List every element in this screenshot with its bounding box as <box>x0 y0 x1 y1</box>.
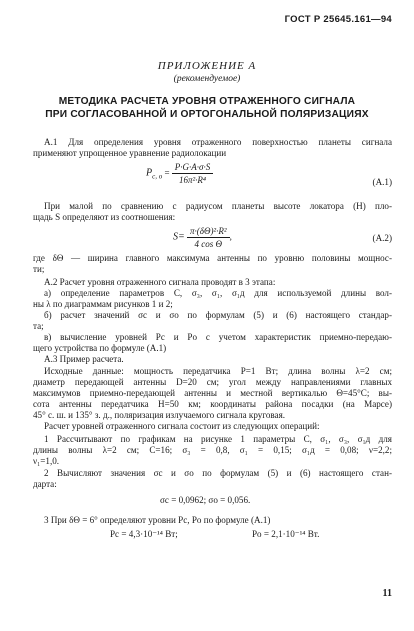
item-c-line-2: щего устройства по формуле (А.1) <box>33 343 167 353</box>
input-data-line-3: максимумов приемно-передающей антенны и местной вертикалью Θ=45°C; вы- <box>33 388 392 398</box>
equation-a2-tail: , <box>229 231 232 242</box>
equation-a2-denominator: 4 cos Θ <box>194 239 223 249</box>
standard-number: ГОСТ Р 25645.161—94 <box>284 14 392 25</box>
equation-a1: $P_{c, o}$ = $\frac{P\cdot G\cdot A\cdot\sigma\cdot S}{\text{16π²·R⁴}}$ <box>146 162 213 185</box>
paragraph-height-line-2: щадь S определяют из соотношения: <box>33 212 176 222</box>
operation-3: 3 При δΘ = 6° определяют уровни Pc, Po по формуле (А.1) <box>44 515 271 525</box>
result-power-po: Po = 2,1·10⁻¹⁴ Вт. <box>252 529 320 539</box>
operation-2-line-1: 2 Вычисляют значения σc и σo по формулам (5) и (6) настоящего стан- <box>44 468 392 478</box>
input-data-line-2: диаметр передающей антенны D=20 см; угол между направлениями главных <box>33 377 392 387</box>
equation-a2-number: (А.2) <box>372 233 392 243</box>
where-line-2: ти; <box>33 264 45 274</box>
result-power-pc: Pc = 4,3·10⁻¹⁴ Вт; <box>110 529 178 539</box>
equation-a2-numerator: π·(δΘ)²·R² <box>187 226 230 238</box>
operations-intro: Расчет уровней отраженного сигнала состоит из следующих операций: <box>44 421 320 431</box>
equation-a1-numerator: P·G·A·σ·S <box>172 162 213 174</box>
page-number: 11 <box>382 588 392 599</box>
equation-a1-sub: c, o <box>152 172 163 181</box>
item-b-line-2: та; <box>33 321 44 331</box>
paragraph-a1-line-2: применяют упрощенное уравнение радиолокации <box>33 148 227 158</box>
operation-2-line-2: дарта: <box>33 479 57 489</box>
appendix-label: ПРИЛОЖЕНИЕ А <box>157 60 257 72</box>
equation-a1-number: (А.1) <box>372 177 392 187</box>
title-line-2: ПРИ СОГЛАСОВАННОЙ И ОРТОГОНАЛЬНОЙ ПОЛЯРИЗАЦИЯХ <box>45 109 369 120</box>
equation-a1-denominator: 16π²·R⁴ <box>178 175 207 185</box>
item-b-line-1: б) расчет значений σc и σo по формулам (5) и (6) настоящего стандар- <box>44 310 392 320</box>
equation-a2-lhs: S= <box>173 231 185 243</box>
where-line-1: где δΘ — ширина главного максимума антенны по уровню половины мощнос- <box>33 253 392 263</box>
input-data-line-1: Исходные данные: мощность передатчика P=1 Вт; длина волны λ=2 см; <box>44 366 392 376</box>
input-data-line-4: сота антенны передатчика H=50 км; координаты района посадки (на Марсе) <box>33 399 392 409</box>
operation-1-line-2: длины волны λ=2 см; C=16; σ₃ = 0,8, σ₁ = 0,15; σ₁д = 0,08; ν=2,2; <box>33 445 392 455</box>
paragraph-a1-line-1: А.1 Для определения уровня отраженного поверхностью планеты сигнала <box>44 137 392 147</box>
title-line-1: МЕТОДИКА РАСЧЕТА УРОВНЯ ОТРАЖЕННОГО СИГНАЛА <box>58 96 356 107</box>
equation-a2 <box>173 226 232 249</box>
operation-1-line-3: ν₁=1,0. <box>33 456 60 466</box>
item-a-line-1: а) определение параметров C, σ₃, σ₁, σ₁д для используемой длины вол- <box>44 288 392 298</box>
paragraph-a2: А.2 Расчет уровня отраженного сигнала проводят в 3 этапа: <box>44 277 276 287</box>
paragraph-height-line-1: При малой по сравнению с радиусом планеты высоте локатора (H) пло- <box>44 201 392 211</box>
equation-a1-fraction <box>172 162 213 185</box>
item-c-line-1: в) вычисление уровней Pc и Po с учетом характеристик приемно-передаю- <box>44 332 392 342</box>
equation-a2-fraction <box>187 226 230 249</box>
input-data-line-5: 45° с. ш. и 135° з. д., поляризация излучаемого сигнала круговая. <box>33 410 286 420</box>
equation-a1-lhs: P <box>146 167 153 179</box>
item-a-line-2: ны λ по диаграммам рисунков 1 и 2; <box>33 299 173 309</box>
paragraph-a3: А.3 Пример расчета. <box>44 354 124 364</box>
appendix-status: (рекомендуемое) <box>173 74 241 84</box>
operation-1-line-1: 1 Рассчитывают по графикам на рисунке 1 параметры C, σ₁, σ₃, σ₁д для <box>44 434 392 444</box>
result-sigma-values: σc = 0,0962; σo = 0,056. <box>160 495 251 505</box>
